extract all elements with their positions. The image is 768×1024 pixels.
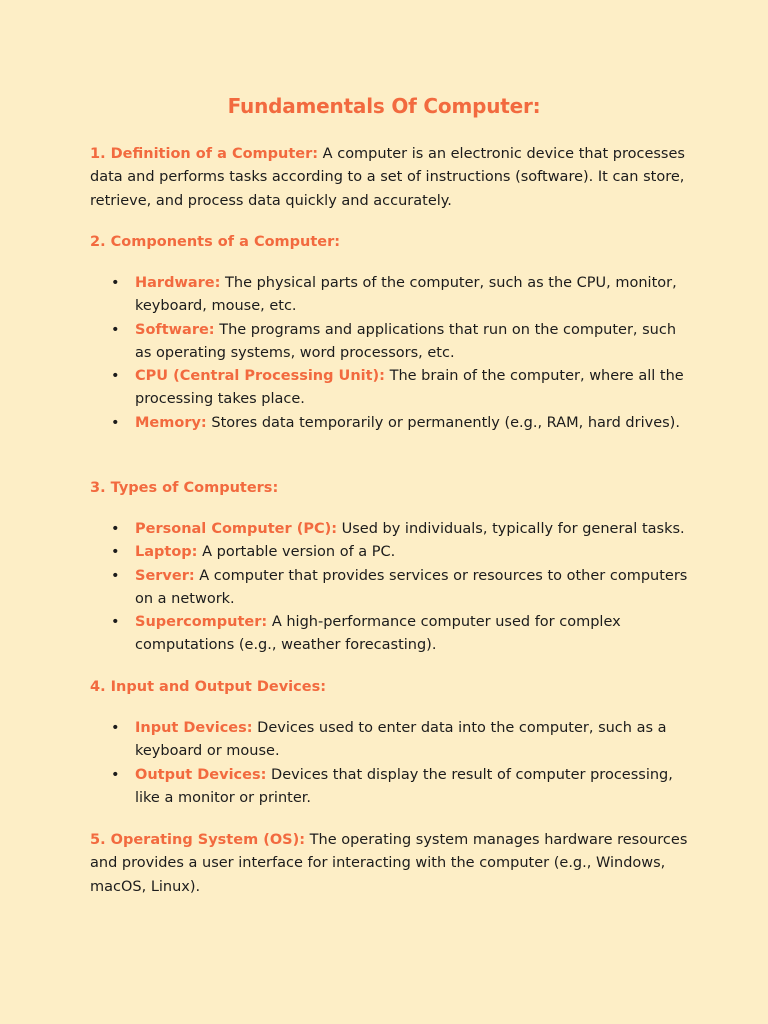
- list-item: [90, 272, 690, 319]
- os-paragraph: [90, 829, 690, 899]
- item-text: A portable version of a PC.: [197, 544, 396, 561]
- item-text: Used by individuals, typically for general tasks.: [337, 521, 685, 537]
- types-list: [90, 518, 690, 658]
- item-label: CPU (Central Processing Unit):: [135, 368, 385, 385]
- definition-paragraph: [90, 143, 690, 213]
- list-item: [90, 319, 690, 366]
- item-text: The programs and applications that run on the computer, such as operating systems, word processors, etc.: [135, 321, 677, 361]
- devices-list: [90, 717, 690, 810]
- list-item: [90, 541, 690, 564]
- list-item: [90, 717, 690, 764]
- list-item: [90, 565, 690, 612]
- item-label: Laptop:: [135, 544, 198, 561]
- item-text: A high-performance computer used for complex computations (e.g., weather forecasting).: [135, 614, 621, 654]
- item-label: Input Devices:: [135, 720, 253, 736]
- devices-heading: 4. Input and Output Devices:: [90, 679, 326, 695]
- item-label: Personal Computer (PC):: [135, 521, 338, 537]
- item-label: Software:: [135, 321, 215, 338]
- list-item: [90, 518, 690, 541]
- item-label: Hardware:: [135, 275, 221, 291]
- item-label: Supercomputer:: [135, 614, 268, 631]
- item-text: The brain of the computer, where all the processing takes place.: [135, 368, 684, 408]
- definition-label: 1. Definition of a Computer:: [90, 146, 319, 162]
- list-item: [90, 611, 690, 658]
- list-item: [90, 412, 690, 435]
- types-heading: 3. Types of Computers:: [90, 480, 279, 496]
- os-label: 5. Operating System (OS):: [90, 832, 306, 848]
- item-label: Server:: [135, 567, 195, 584]
- item-text: Devices that display the result of computer processing, like a monitor or printer.: [135, 766, 673, 806]
- os-text: The operating system manages hardware resources and provides a user interface for interacting with the computer (e.g., Windows, macOS, Linux).: [90, 832, 688, 895]
- components-heading: 2. Components of a Computer:: [90, 234, 341, 250]
- list-item: [90, 365, 690, 412]
- definition-text: A computer is an electronic device that processes data and performs tasks according to a set of instructions (software). It can store, retrieve, and process data quickly and accurately.: [90, 146, 685, 209]
- list-item: [90, 764, 690, 811]
- page-title: Fundamentals Of Computer:: [227, 94, 541, 118]
- components-list: [90, 272, 690, 435]
- item-label: Memory:: [135, 414, 207, 431]
- item-text: The physical parts of the computer, such as the CPU, monitor, keyboard, mouse, etc.: [135, 275, 677, 315]
- item-text: A computer that provides services or resources to other computers on a network.: [135, 567, 688, 607]
- item-label: Output Devices:: [135, 766, 267, 783]
- item-text: Devices used to enter data into the computer, such as a keyboard or mouse.: [135, 720, 667, 760]
- item-text: Stores data temporarily or permanently (e.g., RAM, hard drives).: [206, 414, 680, 431]
